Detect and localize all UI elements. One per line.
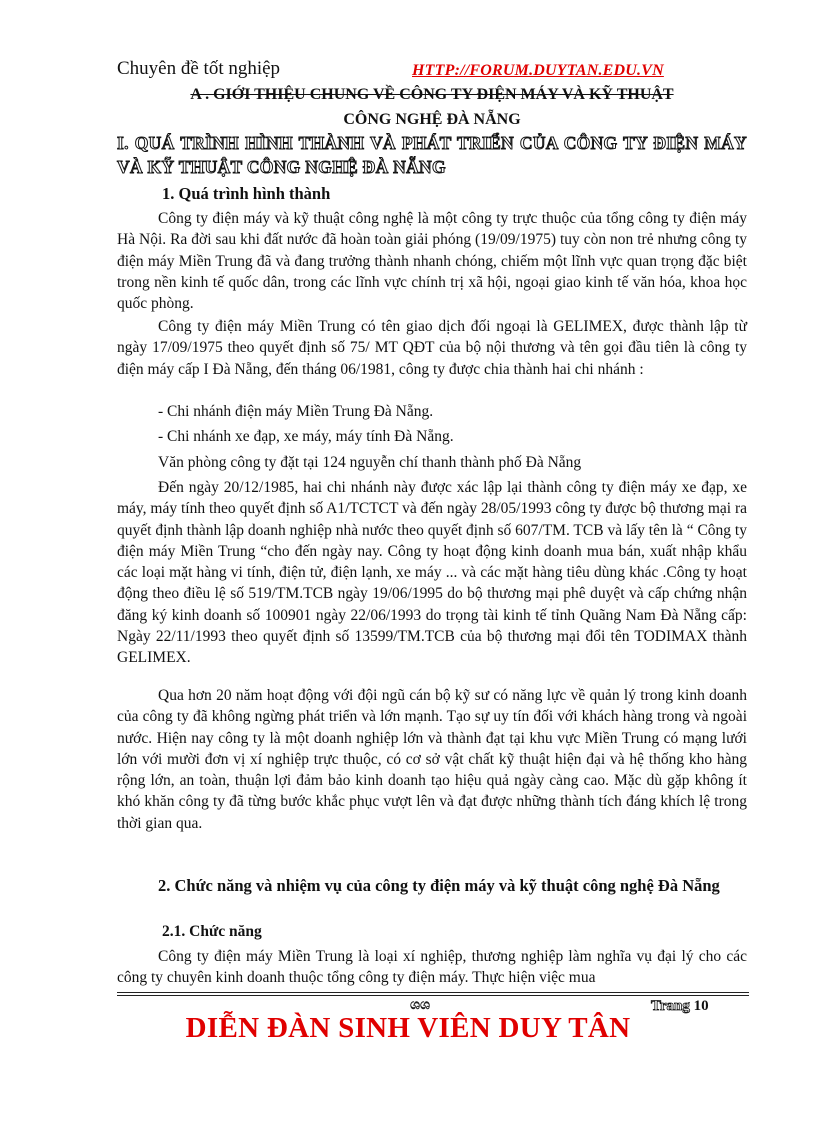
heading-1: 1. Quá trình hình thành (162, 184, 331, 203)
paragraph-2 (117, 316, 747, 380)
page-label: Trang (651, 998, 690, 1014)
section-a-line2: CÔNG NGHỆ ĐÀ NẴNG (343, 111, 521, 128)
footer-rule-top (117, 992, 749, 993)
section-i-heading: I. QUÁ TRÌNH HÌNH THÀNH VÀ PHÁT TRIỂN CỦA CÔNG TY ĐIỆN MÁY VÀ KỸ THUẬT CÔNG NGHỆ ĐÀ NẴNG (117, 133, 747, 177)
bullet-item-1: - Chi nhánh điện máy Miền Trung Đà Nẵng. (158, 403, 434, 420)
forum-banner: DIỄN ĐÀN SINH VIÊN DUY TÂN (185, 1012, 631, 1044)
paragraph-3-text: Đến ngày 20/12/1985, hai chi nhánh này được xác lập lại thành công ty điện máy xe đạp, xe máy, máy tính theo quyết định số A1/TCTCT và đến ngày 28/05/1993 công ty được bộ thương mại ra quyết định thành lập doanh nghiệp nhà nước theo quyết định số 607/TM. TCB và lấy tên là “ Công ty điện máy Miền Trung “cho đến ngày nay. Công ty hoạt động kinh doanh mua bán, xuất nhập khẩu các loại mặt hàng vi tính, điện tử, điện lạnh, xe máy ... và các mặt hàng tiêu dùng khác .Công ty hoạt động theo điều lệ số 519/TM.TCB ngày 19/06/1995 do bộ thương mại phê duyệt và cấp chứng nhận đăng ký kinh doanh số 100901 ngày 22/06/1993 do trọng tài kinh tế tỉnh Quãng Nam Đà Nẵng cấp: Ngày 22/11/1993 theo quyết định số 13599/TM.TCB của bộ thương mại đổi tên TODIMAX thành GELIMEX. (117, 479, 747, 667)
page-header (117, 58, 747, 84)
paragraph-4 (117, 685, 747, 834)
paragraph-3 (117, 477, 747, 669)
paragraph-4-text: Qua hơn 20 năm hoạt động với đội ngũ cán bộ kỹ sư có năng lực về quản lý trong kinh doanh của công ty đã không ngừng phát triển và lớn mạnh. Tạo sự uy tín đối với khách hàng trong và ngoài nước. Hiện nay công ty là một doanh nghiệp lớn và thành đạt tại khu vực Miền Trung có mạng lưới lớn với mười đơn vị xí nghiệp trực thuộc, có cơ sở vật chất kỹ thuật hiện đại và hệ thống kho hàng rộng lớn, an toàn, thuận lợi đảm bảo kinh doanh tạo hiệu quả ngày càng cao. Mặc dù gặp không ít khó khăn công ty đã từng bước khắc phục vượt lên và đạt được những thành tích đáng khích lệ trong thời gian qua. (117, 687, 747, 832)
paragraph-2-text: Công ty điện máy Miền Trung có tên giao dịch đối ngoại là GELIMEX, được thành lập từ ngày 17/09/1975 theo quyết định số 75/ MT QĐT của bộ nội thương và tên gọi đầu tiên là công ty điện máy cấp I Đà Nẵng, đến tháng 06/1981, công ty được chia thành hai chi nhánh : (117, 318, 747, 378)
footer-ornament: ශශ (410, 998, 431, 1013)
paragraph-1 (117, 208, 747, 314)
page-number: 10 (693, 998, 709, 1014)
header-title: Chuyên đề tốt nghiệp (117, 58, 281, 79)
heading-2-1: 2.1. Chức năng (162, 923, 262, 940)
footer-rule-bottom (117, 995, 749, 996)
section-a-heading (117, 82, 747, 132)
paragraph-1-text: Công ty điện máy và kỹ thuật công nghệ là một công ty trực thuộc của tổng công ty điện máy Hà Nội. Ra đời sau khi đất nước đã hoàn toàn giải phóng (19/09/1975) tuy còn non trẻ nhưng công ty điện máy Miền Trung đã và đang trưởng thành nhanh chóng, chiếm một lĩnh vực quan trọng đặc biệt trong nền kinh tế quốc dân, trong các lĩnh vực chính trị xã hội, ngoại giao kinh tế văn hóa, khoa học quốc phòng. (117, 210, 747, 313)
heading-2: 2. Chức năng và nhiệm vụ của công ty điện máy và kỹ thuật công nghệ Đà Nẵng (158, 876, 720, 895)
forum-link[interactable]: HTTP://FORUM.DUYTAN.EDU.VN (412, 62, 664, 79)
office-address-line: Văn phòng công ty đặt tại 124 nguyễn chí thanh thành phố Đà Nẵng (158, 454, 582, 471)
section-a-line1: A . GIỚI THIỆU CHUNG VỀ CÔNG TY ĐIỆN MÁY VÀ KỸ THUẬT (190, 86, 674, 103)
paragraph-5-text: Công ty điện máy Miền Trung là loại xí nghiệp, thương nghiệp làm nghĩa vụ đại lý cho các công ty chuyên kinh doanh thuộc tổng công ty điện máy. Thực hiện việc mua (117, 948, 747, 987)
paragraph-5 (117, 946, 747, 989)
bullet-item-2: - Chi nhánh xe đạp, xe máy, máy tính Đà Nẵng. (158, 428, 454, 445)
